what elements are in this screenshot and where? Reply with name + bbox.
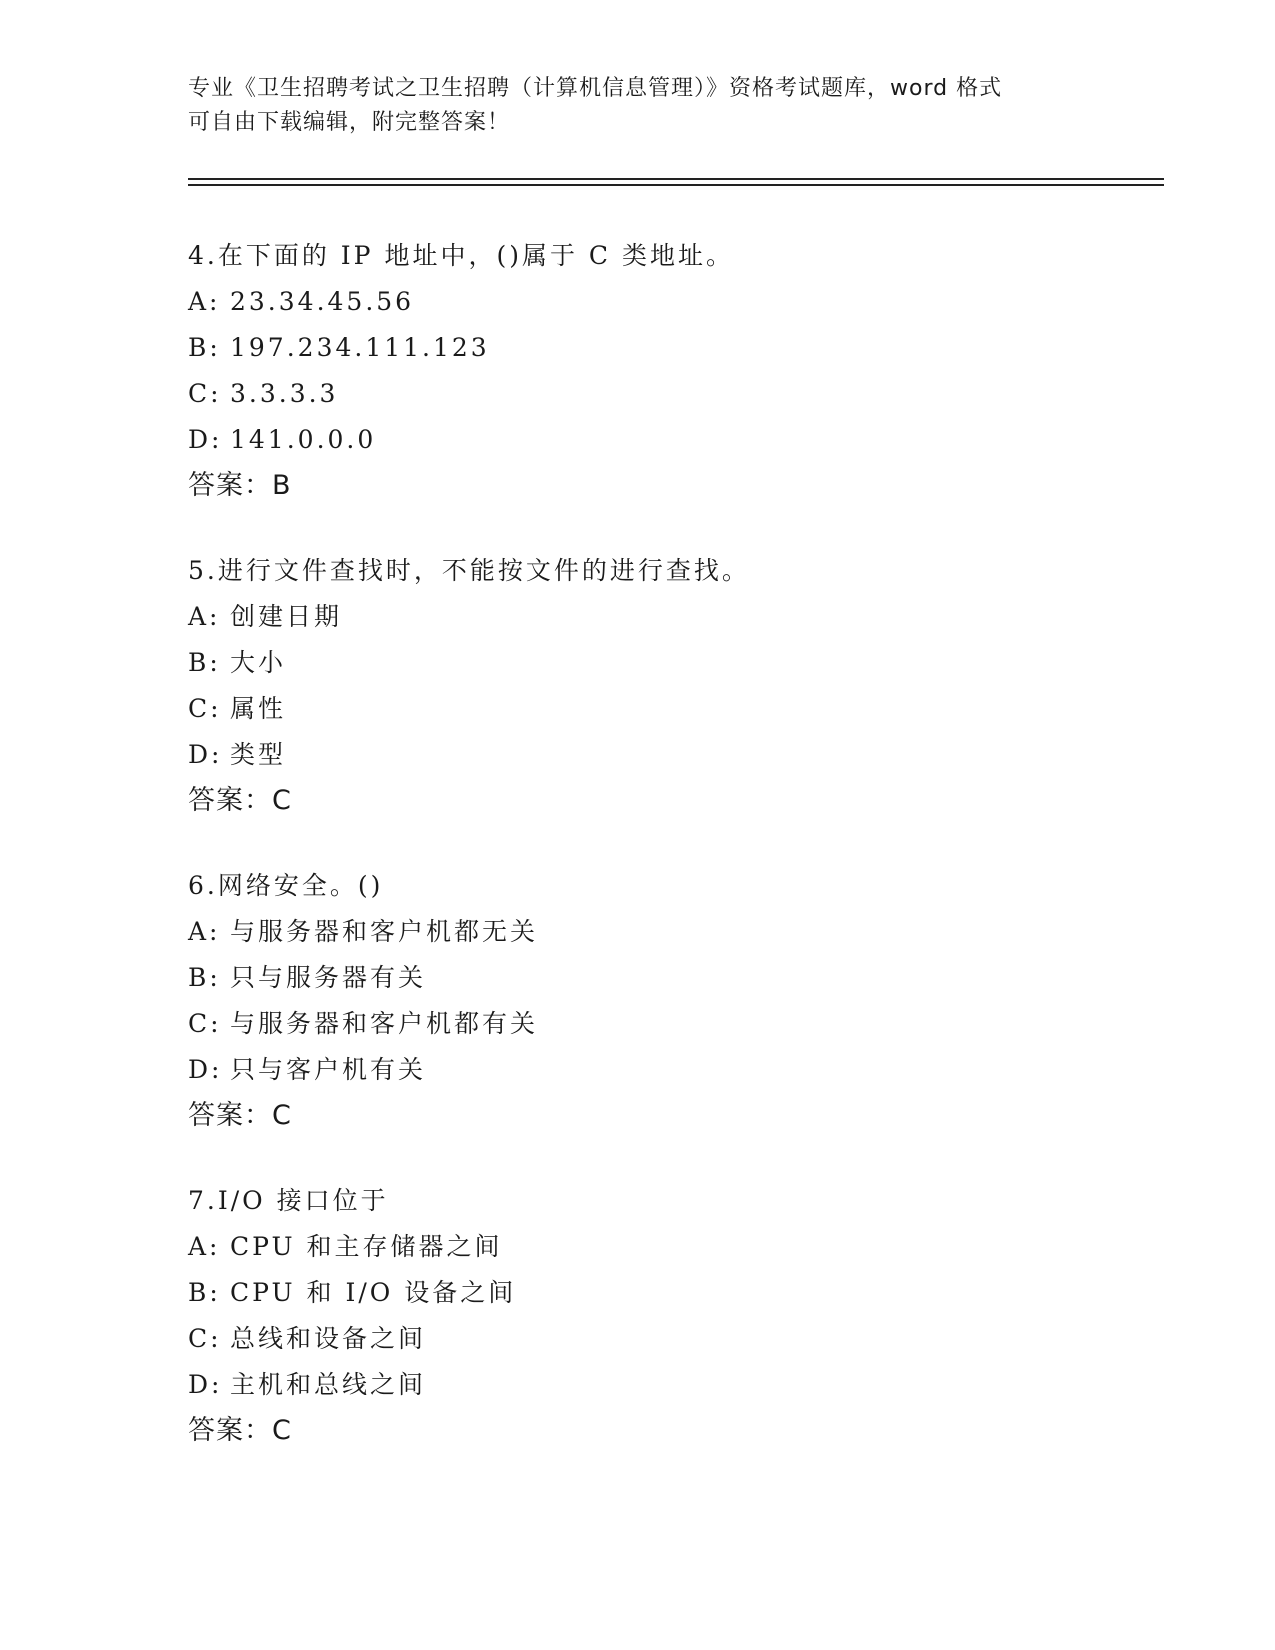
- option-text: 总线和设备之间: [230, 1324, 427, 1353]
- option-text: 3.3.3.3: [230, 379, 339, 408]
- answer-line: 答案：C: [188, 785, 292, 816]
- option-text: 与服务器和客户机都有关: [230, 1009, 539, 1038]
- option-letter: D:: [188, 740, 223, 769]
- question-stem: 7.I/O 接口位于: [188, 1186, 389, 1215]
- header-divider-top: [188, 178, 1164, 180]
- option-b: [188, 325, 1188, 371]
- option-letter: D:: [188, 425, 223, 454]
- option-c: [188, 686, 1188, 732]
- option-text: 只与客户机有关: [230, 1055, 427, 1084]
- option-text: 只与服务器有关: [230, 963, 427, 992]
- question-block: [188, 548, 1188, 824]
- option-b: [188, 640, 1188, 686]
- option-b: [188, 1270, 1188, 1316]
- option-c: [188, 1001, 1188, 1047]
- answer-line: 答案：C: [188, 1415, 292, 1446]
- option-letter: C:: [188, 694, 222, 723]
- option-text: 197.234.111.123: [230, 333, 490, 362]
- document-header: [188, 72, 1088, 140]
- option-letter: D:: [188, 1055, 223, 1084]
- question-stem: 6.网络安全。(): [188, 871, 384, 900]
- option-letter: B:: [188, 333, 221, 362]
- header-divider-bottom: [188, 184, 1164, 186]
- option-d: [188, 732, 1188, 778]
- option-d: [188, 417, 1188, 463]
- option-text: 主机和总线之间: [230, 1370, 427, 1399]
- option-text: 类型: [230, 740, 287, 769]
- question-stem: 5.进行文件查找时，不能按文件的进行查找。: [188, 556, 750, 585]
- option-letter: C:: [188, 1009, 222, 1038]
- option-text: CPU 和 I/O 设备之间: [230, 1278, 517, 1307]
- option-letter: C:: [188, 1324, 222, 1353]
- option-text: 与服务器和客户机都无关: [230, 917, 539, 946]
- option-text: 141.0.0.0: [230, 425, 377, 454]
- option-text: 大小: [230, 648, 287, 677]
- option-a: [188, 594, 1188, 640]
- answer-line: 答案：C: [188, 1100, 292, 1131]
- option-letter: D:: [188, 1370, 223, 1399]
- question-block: [188, 233, 1188, 509]
- option-letter: B:: [188, 1278, 221, 1307]
- option-a: [188, 279, 1188, 325]
- question-stem: 4.在下面的 IP 地址中，()属于 C 类地址。: [188, 241, 734, 270]
- option-d: [188, 1362, 1188, 1408]
- option-a: [188, 1224, 1188, 1270]
- option-letter: A:: [188, 1232, 221, 1261]
- option-c: [188, 1316, 1188, 1362]
- option-b: [188, 955, 1188, 1001]
- option-a: [188, 909, 1188, 955]
- option-letter: B:: [188, 648, 221, 677]
- option-letter: A:: [188, 917, 221, 946]
- option-text: 23.34.45.56: [230, 287, 415, 316]
- option-letter: B:: [188, 963, 221, 992]
- option-text: 属性: [230, 694, 287, 723]
- option-c: [188, 371, 1188, 417]
- option-text: 创建日期: [230, 602, 343, 631]
- question-block: [188, 863, 1188, 1139]
- answer-line: 答案：B: [188, 470, 292, 501]
- header-line-2: 可自由下载编辑，附完整答案！: [188, 110, 511, 135]
- option-d: [188, 1047, 1188, 1093]
- question-block: [188, 1178, 1188, 1454]
- option-letter: C:: [188, 379, 222, 408]
- option-text: CPU 和主存储器之间: [230, 1232, 503, 1261]
- option-letter: A:: [188, 287, 221, 316]
- option-letter: A:: [188, 602, 221, 631]
- header-line-1: 专业《卫生招聘考试之卫生招聘（计算机信息管理）》资格考试题库，word 格式: [188, 76, 1003, 101]
